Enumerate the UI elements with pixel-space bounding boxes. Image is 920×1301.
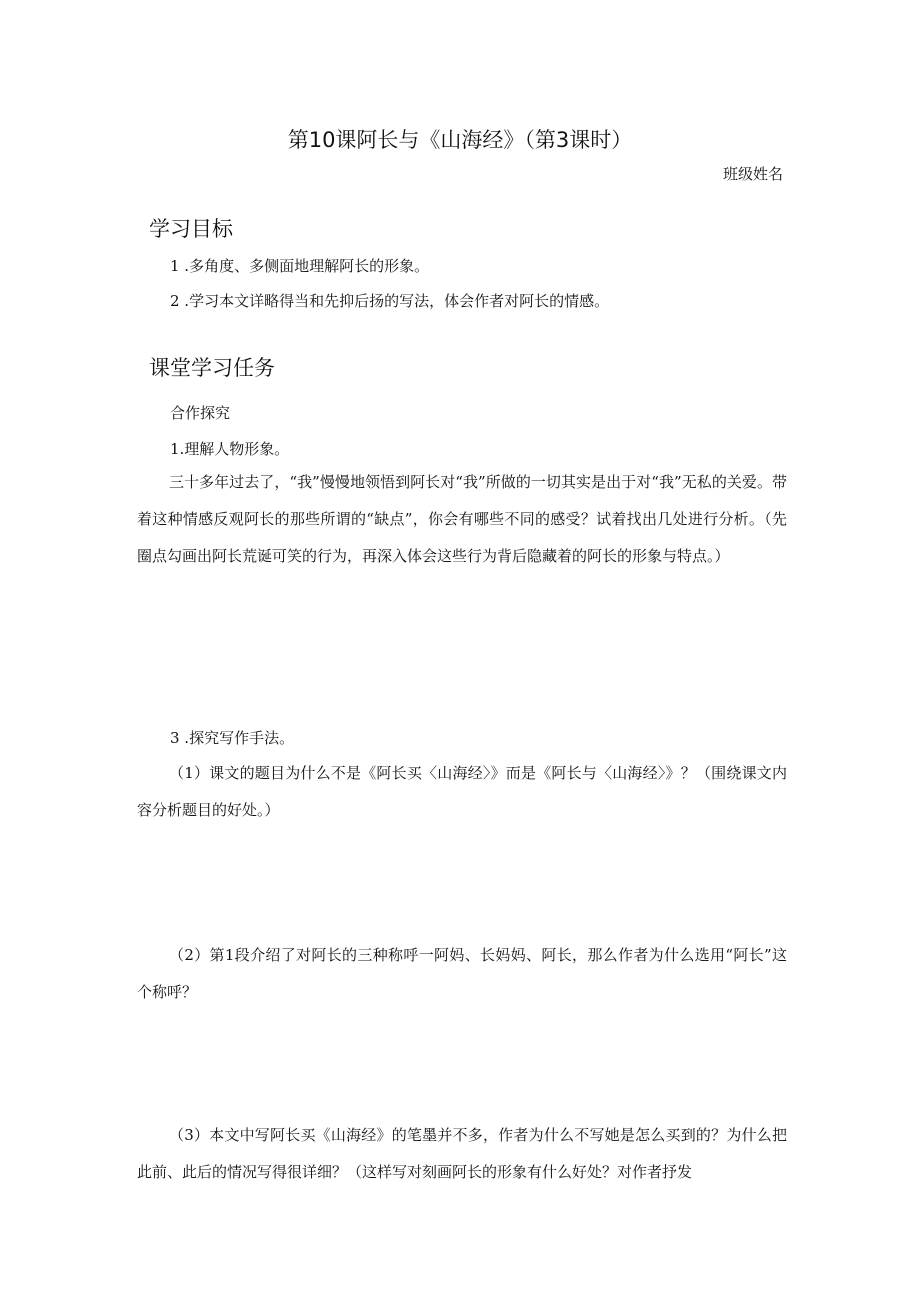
objective-item-1: 1 .多角度、多侧面地理解阿长的形象。: [170, 257, 430, 275]
tasks-heading: 课堂学习任务: [149, 356, 275, 380]
task3-question-2: （2）第1段介绍了对阿长的三种称呼一阿妈、长妈妈、阿长，那么作者为什么选用“阿长”这个称呼？: [137, 946, 787, 1001]
objective-item-2: 2 .学习本文详略得当和先抑后扬的写法，体会作者对阿长的情感。: [170, 292, 610, 310]
task3-question-1: （1）课文的题目为什么不是《阿长买〈山海经〉》而是《阿长与〈山海经〉》？（围绕课文内容分析题目的好处。）: [137, 764, 787, 819]
task3-title: 3 .探究写作手法。: [170, 729, 295, 747]
class-name-line: 班级姓名: [722, 165, 783, 183]
task1-title: 1.理解人物形象。: [170, 440, 290, 458]
task3-question-3: （3）本文中写阿长买《山海经》的笔墨并不多，作者为什么不写她是怎么买到的？为什么把此前、此后的情况写得很详细？（这样写对刻画阿长的形象有什么好处？对作者抒发: [137, 1126, 787, 1181]
objectives-heading: 学习目标: [149, 217, 233, 241]
cooperative-inquiry-label: 合作探究: [170, 404, 231, 422]
task1-body: 三十多年过去了，“我”慢慢地领悟到阿长对“我”所做的一切其实是出于对“我”无私的关爱。带着这种情感反观阿长的那些所谓的“缺点”，你会有哪些不同的感受？试着找出几处进行分析。（先圈点勾画出阿长荒诞可笑的行为，再深入体会这些行为背后隐藏着的阿长的形象与特点。）: [137, 473, 787, 565]
page-title: 第10课阿长与《山海经》（第3课时）: [287, 128, 633, 152]
